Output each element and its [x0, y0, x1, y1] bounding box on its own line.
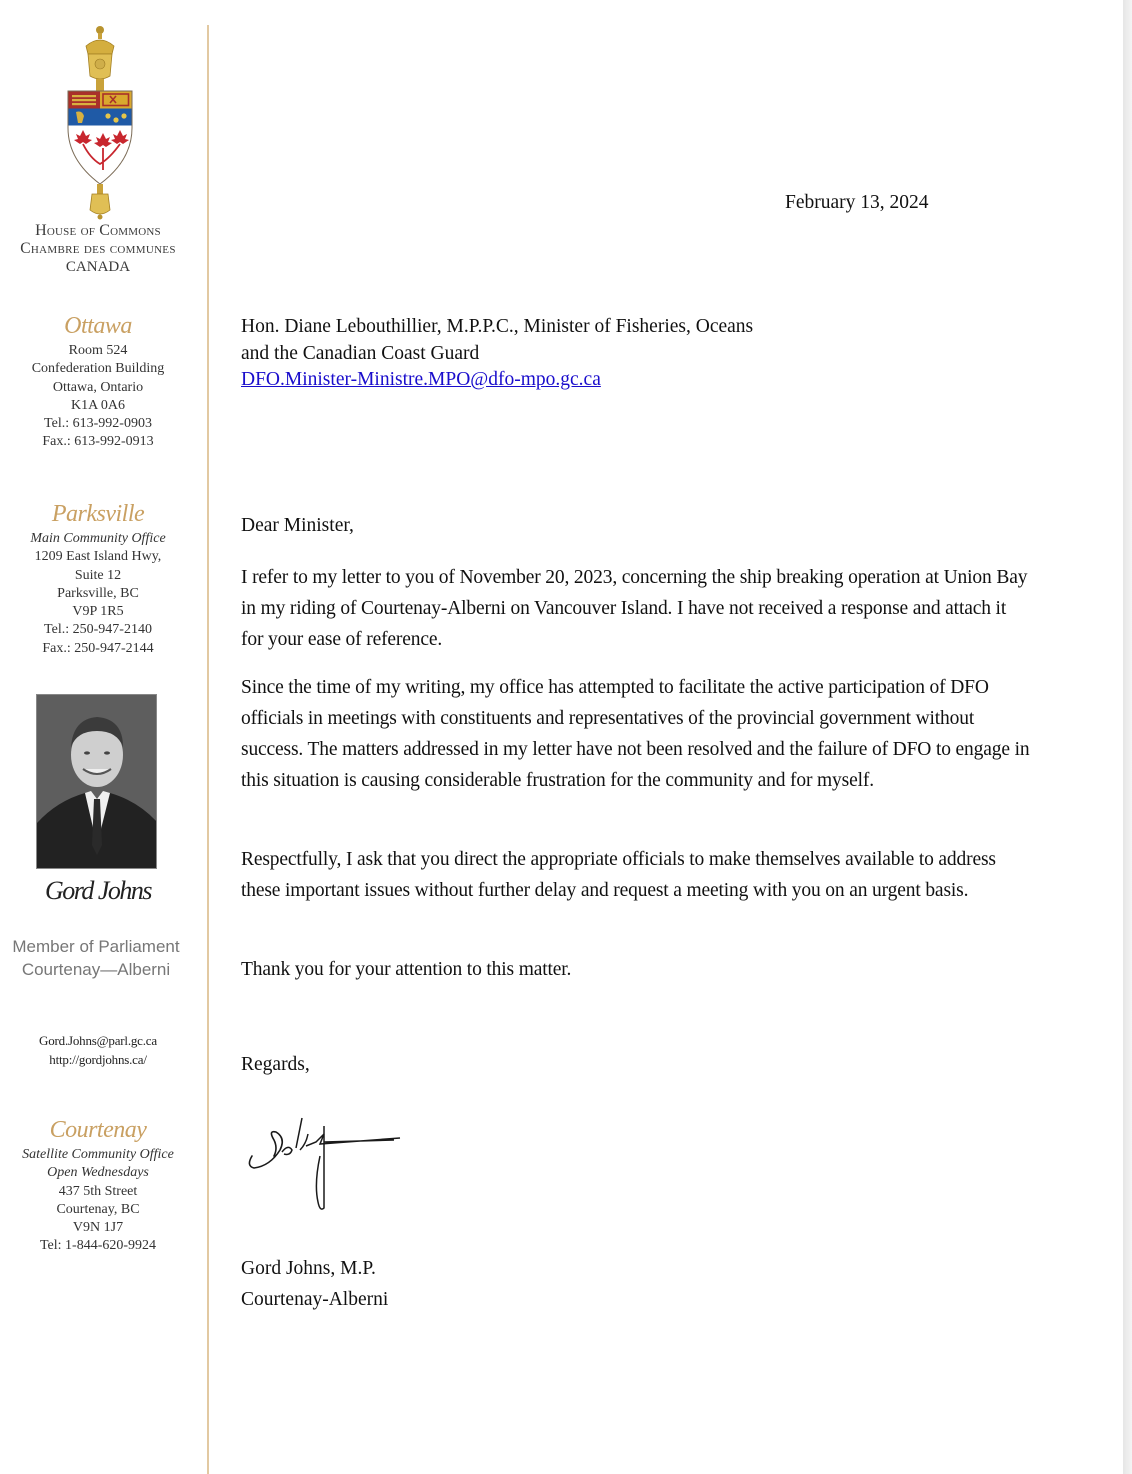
body-paragraph: Respectfully, I ask that you direct the appropriate officials to make themselves available to address these important issues without further delay and request a meeting with you on an urgent basis.	[241, 849, 996, 901]
mp-title-block	[0, 935, 198, 981]
office-phone: Tel.: 250-947-2140	[44, 622, 152, 638]
handwritten-signature-icon	[244, 1104, 414, 1214]
office-postal-code: K1A 0A6	[70, 397, 126, 413]
closing: Regards,	[241, 1054, 310, 1075]
institution-name	[0, 222, 216, 276]
portrait-image-icon	[37, 695, 157, 869]
mp-title: Member of Parliament	[12, 937, 180, 956]
office-fax: Fax.: 613-992-0913	[42, 434, 154, 450]
office-city-heading: Courtenay	[49, 1117, 147, 1143]
mp-riding: Courtenay—Alberni	[21, 960, 171, 979]
office-address-line: Confederation Building	[31, 361, 165, 377]
office-postal-code: V9P 1R5	[72, 604, 124, 620]
office-phone: Tel.: 613-992-0903	[44, 416, 152, 432]
office-subtitle: Main Community Office	[30, 531, 166, 546]
office-city-heading: Ottawa	[64, 313, 132, 339]
recipient-address	[241, 314, 753, 394]
body-paragraph: Thank you for your attention to this matter.	[241, 959, 572, 980]
house-of-commons-crest-icon	[58, 24, 142, 220]
recipient-line: Hon. Diane Lebouthillier, M.P.P.C., Minister of Fisheries, Oceans	[241, 316, 754, 337]
office-address-line: Parksville, BC	[57, 585, 139, 601]
office-fax: Fax.: 250-947-2144	[42, 640, 154, 656]
mp-portrait-photo	[36, 694, 157, 869]
office-phone: Tel: 1-844-620-9924	[39, 1238, 157, 1254]
office-postal-code: V9N 1J7	[72, 1220, 124, 1236]
office-courtenay	[0, 1116, 196, 1256]
page-edge-shadow	[1123, 0, 1132, 1474]
office-address-line: 437 5th Street	[58, 1183, 138, 1199]
salutation: Dear Minister,	[241, 515, 354, 536]
mp-email-link[interactable]: Gord.Johns@parl.gc.ca	[39, 1033, 157, 1048]
office-address-line: Courtenay, BC	[56, 1201, 140, 1217]
mp-script-name: Gord Johns	[44, 876, 152, 905]
body-paragraph: I refer to my letter to you of November 20, 2023, concerning the ship breaking operation at Union Bay in my riding of Courtenay-Alberni on Vancouver Island. I have not received a response and attach it for your ease of reference.	[241, 567, 1028, 650]
office-address-line: Suite 12	[74, 567, 122, 583]
office-city-heading: Parksville	[51, 501, 145, 527]
institution-country: CANADA	[65, 259, 131, 275]
signer-name: Gord Johns, M.P.	[241, 1258, 376, 1279]
office-subtitle: Satellite Community Office	[22, 1147, 174, 1162]
body-paragraph: Since the time of my writing, my office has attempted to facilitate the active participation of DFO officials in meetings with constituents and representatives of the provincial government without success. The matters addressed in my letter have not been resolved and the failure of DFO to engage in this situation is causing considerable frustration for the community and for myself.	[241, 677, 1030, 791]
signer-riding: Courtenay-Alberni	[241, 1289, 389, 1310]
office-ottawa	[0, 312, 196, 452]
recipient-line: and the Canadian Coast Guard	[241, 342, 480, 364]
mp-contact	[0, 1031, 196, 1069]
institution-name-english: House of Commons	[35, 222, 161, 239]
recipient-email-link[interactable]: DFO.Minister-Ministre.MPO@dfo-mpo.gc.ca	[241, 369, 601, 390]
office-address-line: 1209 East Island Hwy,	[34, 549, 162, 565]
institution-name-french: Chambre des communes	[20, 240, 176, 257]
office-address-line: Room 524	[68, 343, 128, 358]
office-parksville	[0, 500, 196, 658]
mp-website-link[interactable]: http://gordjohns.ca/	[49, 1052, 147, 1067]
office-hours: Open Wednesdays	[47, 1165, 149, 1181]
letter-date: February 13, 2024	[785, 192, 929, 213]
signer-block	[241, 1253, 388, 1315]
office-address-line: Ottawa, Ontario	[52, 379, 144, 395]
